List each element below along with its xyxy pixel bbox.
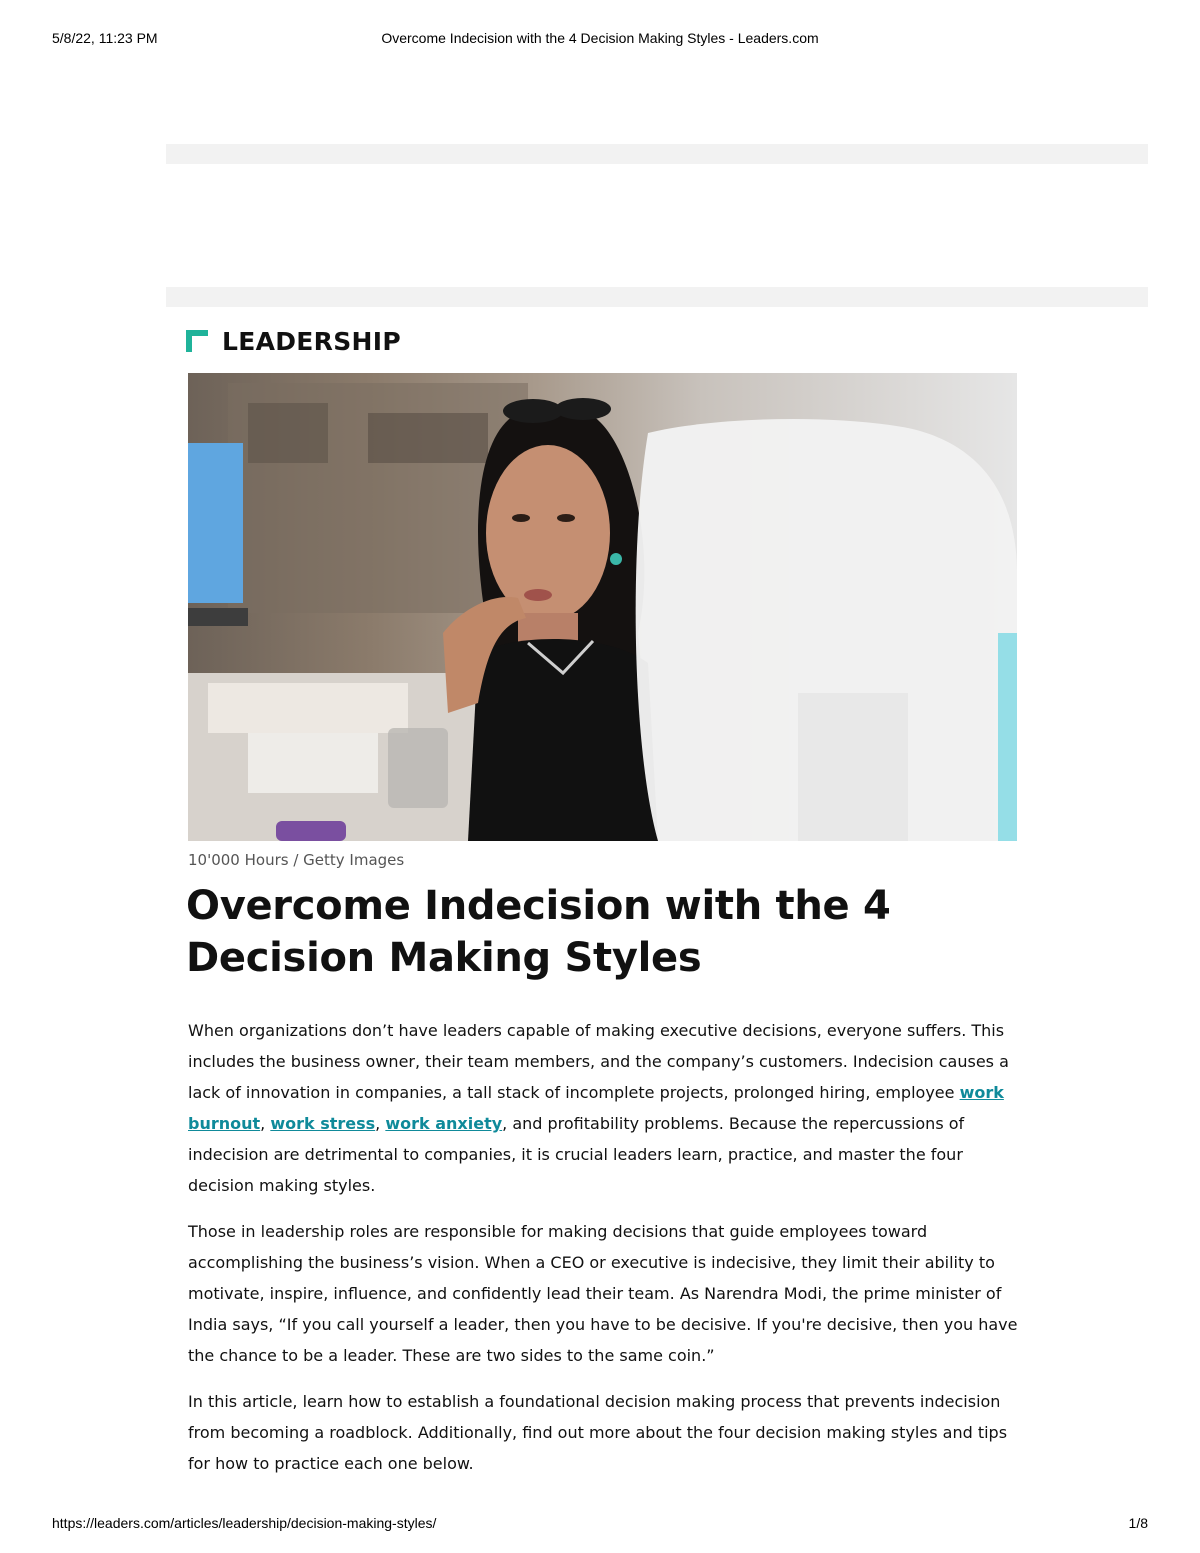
image-caption: 10'000 Hours / Getty Images: [188, 851, 405, 869]
article-title: Overcome Indecision with the 4 Decision Making Styles: [186, 883, 891, 981]
hero-image: [188, 373, 1017, 841]
print-url: https://leaders.com/articles/leadership/decision-making-styles/: [52, 1515, 437, 1531]
paragraph-2: Those in leadership roles are responsible for making decisions that guide employees toward accomplishing the business’s vision. When a CEO or executive is indecisive, they limit their ability to motivate, inspire, influence, and confidently lead their team. As Narendra Modi, the prime minister of India says, “If you call yourself a leader, then you have to be decisive. If you're decisive, then you have the chance to be a leader. These are two sides to the same coin.”: [188, 1222, 1018, 1365]
paragraph-1-text-a: When organizations don’t have leaders capable of making executive decisions, everyone suffers. This includes the business owner, their team members, and the company’s customers. Indecision causes a lack of innovation in companies, a tall stack of incomplete projects, prolonged hiring, employee: [188, 1021, 1009, 1102]
print-header: [52, 30, 1148, 50]
hero-photo-illustration: [188, 373, 1017, 841]
paragraph-1: [188, 1015, 1028, 1201]
article-body: [188, 1015, 1028, 1494]
ad-placeholder-top: [166, 144, 1148, 164]
section-label[interactable]: [186, 323, 401, 359]
paragraph-3: In this article, learn how to establish a foundational decision making process that prevents indecision from becoming a roadblock. Additionally, find out more about the four decision making styles and tips for how to practice each one below.: [188, 1392, 1008, 1473]
link-work-stress[interactable]: work stress: [270, 1114, 376, 1133]
ad-placeholder-bottom: [166, 287, 1148, 307]
print-page-number: 1/8: [1128, 1515, 1148, 1531]
link-work-anxiety[interactable]: work anxiety: [385, 1114, 503, 1133]
paragraph-1-sep-a: ,: [260, 1114, 271, 1133]
link-work-burnout[interactable]: work burnout: [188, 1083, 1004, 1133]
paragraph-1-text-b: , and profitability problems. Because the repercussions of indecision are detrimental to companies, it is crucial leaders learn, practice, and master the four decision making styles.: [188, 1114, 965, 1195]
print-page-title: Overcome Indecision with the 4 Decision Making Styles - Leaders.com: [381, 30, 819, 46]
print-datetime: 5/8/22, 11:23 PM: [52, 30, 158, 46]
paragraph-1-sep-b: ,: [375, 1114, 386, 1133]
section-label-text: LEADERSHIP: [222, 326, 401, 356]
corner-bracket-icon: [186, 330, 208, 352]
print-footer: [52, 1515, 1148, 1535]
